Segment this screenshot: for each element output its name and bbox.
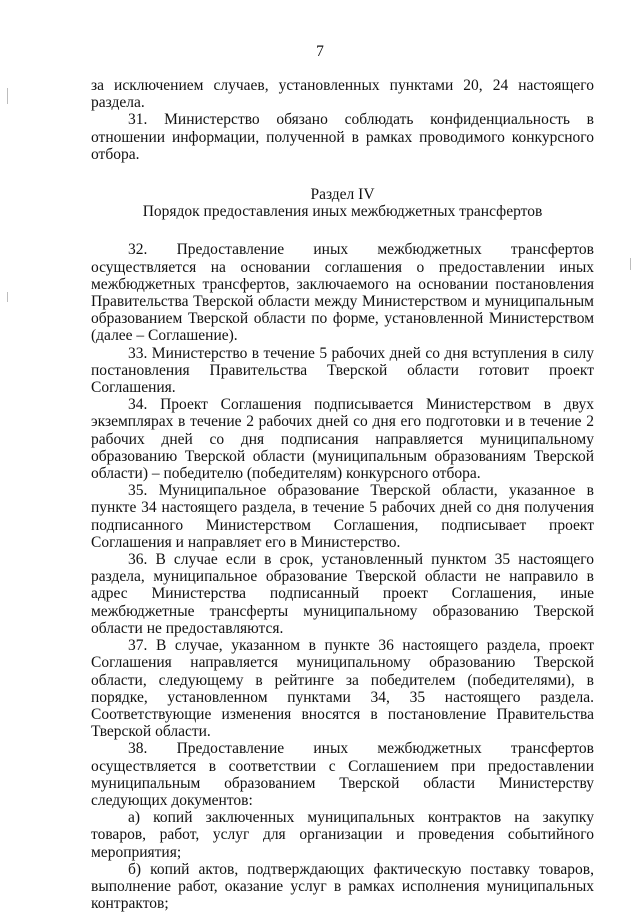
scan-margin-mark bbox=[630, 258, 631, 270]
paragraph-35: 35. Муниципальное образование Тверской области, указанное в пункте 34 настоящего раздела, в течение 5 рабочих дней со дня получения подписанного Министерством Соглашения, подписывает проект Соглашения и направляет его в Министерство. bbox=[91, 482, 594, 551]
scan-margin-mark bbox=[7, 88, 8, 104]
section-title: Порядок предоставления иных межбюджетных трансфертов bbox=[142, 203, 543, 221]
section-number: Раздел IV bbox=[310, 186, 375, 204]
scan-margin-mark bbox=[7, 292, 8, 302]
paragraph-36: 36. В случае если в срок, установленный пунктом 35 настоящего раздела, муниципальное образование Тверской области не направило в адрес Министерства подписанный проект Соглашения, иные межбюджетные трансферты муниципальному образованию Тверской области не предоставляются. bbox=[91, 551, 594, 637]
paragraph-33: 33. Министерство в течение 5 рабочих дней со дня вступления в силу постановления Правительства Тверской области готовит проект Соглашения. bbox=[91, 344, 594, 397]
document-body bbox=[91, 77, 594, 912]
paragraph-38: 38. Предоставление иных межбюджетных трансфертов осуществляется в соответствии с Соглашением при предоставлении муниципальным образованием Тверской области Министерству следующих документов: bbox=[91, 740, 594, 809]
paragraph-37: 37. В случае, указанном в пункте 36 настоящего раздела, проект Соглашения направляется муниципальному образованию Тверской области, следующему в рейтинге за победителем (победителями), в порядке, установленном пунктами 34, 35 настоящего раздела. Соответствующие изменения вносятся в постановление Правительства Тверской области. bbox=[91, 637, 594, 741]
paragraph-continuation: за исключением случаев, установленных пунктами 20, 24 настоящего раздела. bbox=[91, 77, 594, 112]
paragraph-38-a: а) копий заключенных муниципальных контрактов на закупку товаров, работ, услуг для организации и проведения событийного мероприятия; bbox=[91, 809, 594, 861]
page-number: 7 bbox=[316, 43, 324, 60]
paragraph-32: 32. Предоставление иных межбюджетных трансфертов осуществляется на основании соглашения о предоставлении иных межбюджетных трансфертов, заключаемого на основании постановления Правительства Тверской области между Министерством и муниципальным образованием Тверской области по форме, установленной Министерством (далее – Соглашение). bbox=[91, 241, 594, 345]
paragraph-34: 34. Проект Соглашения подписывается Министерством в двух экземплярах в течение 2 рабочих дней со дня его подготовки и в течение 2 рабочих дней со дня подписания направляется муниципальному образованию Тверской области (муниципальным образованиям Тверской области) – победителю (победителям) конкурсного отбора. bbox=[91, 396, 594, 483]
paragraph-31: 31. Министерство обязано соблюдать конфиденциальность в отношении информации, полученной в рамках проводимого конкурсного отбора. bbox=[91, 111, 594, 163]
paragraph-38-b: б) копий актов, подтверждающих фактическую поставку товаров, выполнение работ, оказание услуг в рамках исполнения муниципальных контрактов; bbox=[91, 860, 594, 912]
